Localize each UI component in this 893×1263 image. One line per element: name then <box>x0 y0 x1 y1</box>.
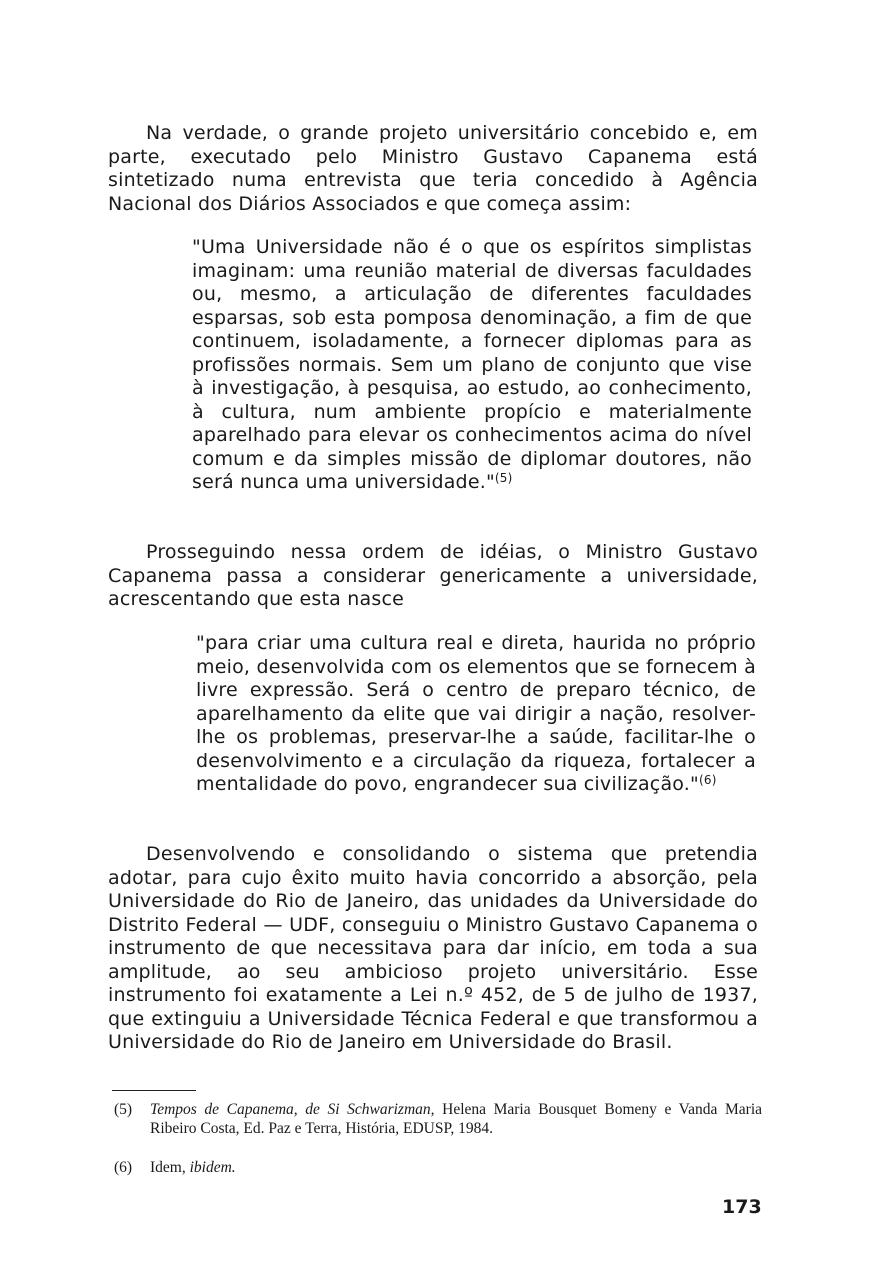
footnote-ref-6: (6) <box>698 773 717 787</box>
paragraph-intro <box>108 122 758 216</box>
footnote-5-text: Helena Maria Bousquet Bomeny e Vanda Maria Ribeiro Costa, Ed. Paz e Terra, História, EDUSP, 1984. <box>150 1101 763 1137</box>
paragraph-conclusion-text: Desenvolvendo e consolidando o sistema que pretendia adotar, para cujo êxito muito havia concorrido a absorção, pela Universidade do Rio de Janeiro, das unidades da Universidade do Distrito Federal — UDF, conseguiu o Ministro Gustavo Capanema o instrumento de que necessitava para dar início, em toda a sua amplitude, ao seu ambicioso projeto universitário. Esse instrumento foi exatamente a Lei n.º 452, de 5 de julho de 1937, que extinguiu a Universidade Técnica Federal e que transformou a Universidade do Rio de Janeiro em Universidade do Brasil. <box>108 843 758 1053</box>
block-quote-2-text: "para criar uma cultura real e direta, haurida no próprio meio, desenvolvida com os elementos que se fornecem à livre expressão. Será o centro de preparo técnico, de aparelhamento da elite que vai dirigir a nação, resolver-lhe os problemas, preservar-lhe a saúde, facilitar-lhe o desenvolvimento e a circulação da riqueza, fortalecer a mentalidade do povo, engrandecer sua civilização." <box>196 632 756 795</box>
page-number: 173 <box>722 1196 762 1218</box>
footnote-5-number: (5) <box>114 1101 133 1118</box>
footnote-5-title: Tempos de Capanema, de Si Schwarizman, <box>150 1101 435 1118</box>
paragraph-continuation <box>108 541 758 612</box>
footnote-6-text: Idem, <box>150 1159 190 1176</box>
block-quote-1 <box>192 236 752 495</box>
paragraph-continuation-text: Prosseguindo nessa ordem de idéias, o Ministro Gustavo Capanema passa a considerar genericamente a universidade, acrescentando que esta nasce <box>108 541 758 610</box>
footnote-6 <box>114 1158 762 1177</box>
footnote-divider <box>112 1090 196 1091</box>
block-quote-1-text: "Uma Universidade não é o que os espíritos simplistas imaginam: uma reunião material de diversas faculdades ou, mesmo, a articulação de diferentes faculdades esparsas, sob esta pomposa denominação, a fim de que continuem, isoladamente, a fornecer diplomas para as profissões normais. Sem um plano de conjunto que vise à investigação, à pesquisa, ao estudo, ao conhecimento, à cultura, num ambiente propício e materialmente aparelhado para elevar os conhecimentos acima do nível comum e da simples missão de diplomar doutores, não será nunca uma universidade." <box>192 236 752 493</box>
paragraph-intro-text: Na verdade, o grande projeto universitário concebido e, em parte, executado pelo Ministro Gustavo Capanema está sintetizado numa entrevista que teria concedido à Agência Nacional dos Diários Associados e que começa assim: <box>108 122 758 215</box>
footnote-6-italic: ibidem. <box>189 1159 236 1176</box>
footnote-ref-5: (5) <box>494 471 513 485</box>
footnote-6-body <box>150 1158 762 1177</box>
footnote-5 <box>114 1100 762 1138</box>
paragraph-conclusion <box>108 843 758 1055</box>
footnote-6-number: (6) <box>114 1159 133 1176</box>
footnote-5-body <box>150 1100 762 1138</box>
block-quote-2 <box>196 632 756 797</box>
